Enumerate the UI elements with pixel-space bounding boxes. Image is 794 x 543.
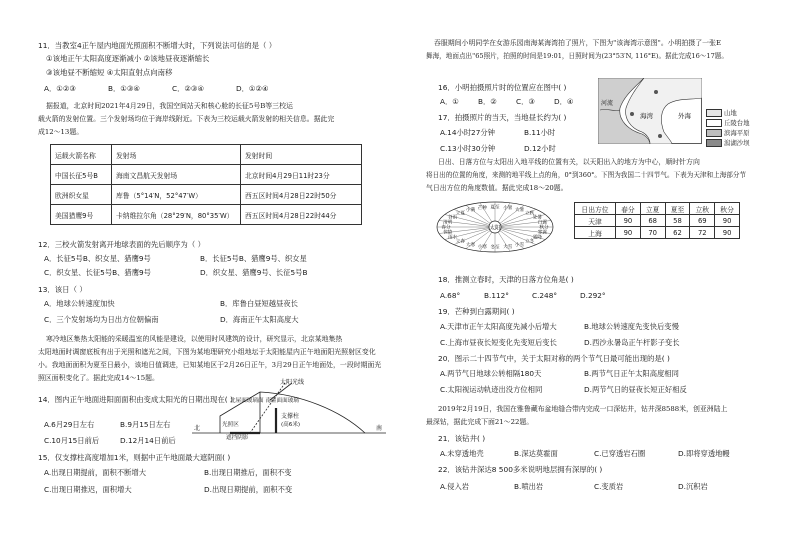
q11-option-d[interactable]: D．①②④ — [236, 84, 269, 93]
passage-rocket-line3: 成12～13题。 — [38, 128, 84, 136]
q13-stem: 13．该日（ ） — [38, 285, 87, 294]
q21-option-d[interactable]: D.即将穿透地幔 — [678, 449, 730, 458]
legend-swatch — [706, 139, 722, 147]
table-cell: 70 — [640, 227, 665, 239]
solar-term-label: 芒种 — [477, 206, 487, 212]
table-cell: 北京时间4月29日11时23分 — [241, 165, 362, 185]
q13-options-row2 — [44, 315, 299, 325]
q21-option-a[interactable]: A.未穿透地壳 — [440, 449, 484, 458]
table-header: 日出方位 — [575, 203, 616, 215]
q17-stem: 17．拍摄照片的当天，当地昼长约为( ) — [438, 113, 567, 122]
q15-options-row2 — [44, 485, 292, 495]
q19-option-c[interactable]: C.上海市昼夜长短变化先变短后变长 — [440, 338, 557, 347]
table-cell: 西五区时间4月28日22时50分 — [241, 185, 362, 205]
q12-option-c[interactable]: C．织女星、长征5号B、猎鹰9号 — [44, 268, 151, 277]
solar-term-label: 小满 — [465, 208, 476, 214]
solar-term-label: 大暑 — [514, 208, 525, 214]
table-cell: 90 — [715, 227, 740, 239]
solar-term-label: 立冬 — [525, 239, 535, 245]
q16-stem: 16．小明拍摄照片时的位置应在图中( ) — [438, 83, 567, 92]
point-3-marker — [658, 134, 662, 138]
solar-term-label: 立秋 — [525, 211, 535, 217]
q13-options-row1 — [44, 299, 298, 309]
legend-item: 山地 — [706, 108, 750, 118]
q11-statement-2: ③该地昼不断缩短 ④太阳直射点向南移 — [46, 68, 173, 77]
q22-option-b[interactable]: B.喷出岩 — [514, 482, 544, 491]
map-legend — [706, 108, 750, 148]
solar-term-label: 小暑 — [503, 206, 513, 212]
q21-options — [440, 449, 730, 459]
solar-term-label: 夏至 — [490, 205, 500, 211]
q17-option-a[interactable]: A.14小时27分钟 — [440, 128, 495, 137]
q21-stem: 21．该钻井( ) — [438, 434, 486, 443]
q20-option-b[interactable]: B.两节气日正午太阳高度相同 — [584, 369, 679, 378]
lit-area-label: 光照区 — [222, 422, 239, 428]
q15-option-a[interactable]: A.出现日期提前，面积不断增大 — [44, 468, 147, 477]
q22-option-a[interactable]: A.侵入岩 — [440, 482, 470, 491]
q12-options-row2 — [44, 268, 307, 278]
q11-options — [44, 84, 300, 94]
table-row — [51, 205, 362, 225]
pillar-height-label: (高6米) — [281, 422, 301, 428]
table-cell: 72 — [690, 227, 715, 239]
q11-stem: 11．当教室4正午屋内地面光照面积不断增大时，下列说法可信的是（ ） — [38, 41, 277, 50]
legend-item: 滨海平原 — [706, 128, 750, 138]
north-label: 北 — [194, 425, 201, 432]
table-cell: 69 — [690, 215, 715, 227]
table-row — [575, 215, 740, 227]
q12-options-row1 — [44, 254, 307, 264]
passage-rocket-line2: 载火箭的发射位置。三个发射场均位于海岸线附近。下表为三校运载火箭发射的相关信息。据此完 — [38, 115, 335, 123]
bay-map — [598, 78, 702, 144]
solar-term-label: 秋分 — [539, 225, 549, 231]
solar-term-label: 立春 — [455, 239, 465, 245]
river-label: 河流 — [601, 100, 614, 107]
q19-stem: 19．芒种到白露期间( ) — [438, 307, 515, 316]
solar-term-label: 雨水 — [447, 235, 458, 241]
legend-swatch — [706, 129, 722, 137]
solar-term-label: 霜降 — [532, 235, 543, 241]
table-row — [51, 165, 362, 185]
table-header: 发射场 — [112, 145, 241, 165]
q14-stem: 14．图内正午地面进阳面面积由变成太阳光的日期出现在( ) — [38, 395, 233, 404]
passage-solar-line2: 将日出的位置的角度，来测的地平线上点的角，0°到360°。下图为我国二十四节气。下表为天津和上海部分节 — [426, 171, 747, 179]
point-1-marker — [630, 112, 634, 116]
q15-option-c[interactable]: C.出现日期推迟，面积增大 — [44, 485, 132, 494]
q18-option-c[interactable]: C.248° — [532, 291, 557, 300]
table-cell: 西五区时间4月28日22时44分 — [241, 205, 362, 225]
table-cell: 68 — [640, 215, 665, 227]
q13-option-b[interactable]: B．库鲁白昼短越昼夜长 — [220, 299, 298, 308]
point-2-marker — [654, 90, 658, 94]
table-cell: 上海 — [575, 227, 616, 239]
passage-solar-line3: 气日出方位的角度数值。据此完成18～20题。 — [426, 184, 568, 192]
solar-term-label: 惊蛰 — [443, 230, 453, 236]
rocket-table — [50, 144, 362, 225]
solar-term-label: 大寒 — [465, 242, 476, 248]
shadow-label: 遮挡阴影 — [226, 435, 249, 440]
table-cell: 海南文昌航天发射场 — [112, 165, 241, 185]
table-cell: 库鲁（5°14′N，52°47′W） — [112, 185, 241, 205]
q14-option-a[interactable]: A.6月29日左右 — [44, 420, 95, 429]
q18-stem: 18．推测立春时，天津的日落方位角是( ) — [438, 275, 574, 284]
table-header-row — [575, 203, 740, 215]
table-header: 秋分 — [715, 203, 740, 215]
south-label: 南 — [376, 425, 383, 432]
legend-swatch — [706, 109, 722, 117]
passage-rocket-line1: 据报道，北京时间2021年4月29日，我国空间站天和核心舱的长征5号B等三校运 — [46, 102, 293, 110]
q19-option-a[interactable]: A.天津市正午太阳高度先减小后增大 — [440, 322, 557, 331]
q11-option-a[interactable]: A．①②③ — [44, 84, 76, 93]
q14-option-d[interactable]: D.12月14日前后 — [120, 436, 176, 445]
q21-option-c[interactable]: C.已穿透岩石圈 — [594, 449, 646, 458]
q22-option-d[interactable]: D.沉积岩 — [678, 482, 708, 491]
sun-ray-label: 太阳光线 — [280, 379, 305, 386]
table-header: 夏至 — [665, 203, 690, 215]
q19-option-d[interactable]: D.西沙永暑岛正午杆影子变长 — [584, 338, 680, 347]
table-row — [51, 185, 362, 205]
q16-options — [440, 97, 592, 107]
table-cell: 欧洲织女星 — [51, 185, 112, 205]
q18-option-b[interactable]: B.112° — [484, 291, 509, 300]
q16-option-c[interactable]: C．③ — [516, 97, 535, 106]
q13-option-d[interactable]: D．海南正午太阳高度大 — [220, 315, 299, 324]
q20-option-a[interactable]: A.两节气日地球公转相隔180天 — [440, 369, 542, 378]
q18-options — [440, 291, 606, 301]
q15-options-row1 — [44, 468, 292, 478]
legend-item: 潟湖沙坝 — [706, 138, 750, 148]
solar-term-label: 白露 — [537, 220, 547, 226]
passage-greenhouse-line4: 照区面积变化了。据此完成14～15题。 — [38, 374, 159, 382]
solar-term-label: 处暑 — [532, 215, 543, 221]
solar-term-label: 小寒 — [477, 244, 487, 250]
q12-option-d[interactable]: D．织女星、猎鹰9号、长征5号B — [200, 268, 308, 277]
q20-option-c[interactable]: C.太阳视运动轨迹出没方位相同 — [440, 385, 543, 394]
q14-options-row1 — [44, 420, 170, 430]
solar-terms-diagram — [430, 196, 560, 258]
q12-option-b[interactable]: B．长征5号B、猎鹰9号、织女星 — [200, 254, 307, 263]
q11-option-c[interactable]: C．②③④ — [172, 84, 205, 93]
sun-center-label: 太阳 — [489, 225, 501, 232]
q17-option-c[interactable]: C.13小时30分钟 — [440, 144, 496, 153]
q15-stem: 15．仅支撑柱高度增加1米，则据中正午地面最大遮阴面( ) — [38, 453, 231, 462]
solar-term-label: 清明 — [443, 220, 453, 226]
table-cell: 90 — [616, 227, 641, 239]
q15-option-b[interactable]: B.出现日期推后，面积不变 — [204, 468, 292, 477]
passage-drill-line1: 2019年2月19日，我国在雅鲁藏布盆地缝合带内完成一口深钻井，钻井深8588米，创亚洲陆上 — [438, 405, 728, 413]
solar-term-label: 春分 — [441, 225, 451, 231]
glass-label: 北屋面玻璃面 南屋面面玻璃 — [230, 398, 299, 404]
table-cell: 天津 — [575, 215, 616, 227]
legend-swatch — [706, 119, 722, 127]
q22-option-c[interactable]: C.变质岩 — [594, 482, 624, 491]
q19-options-row1 — [440, 322, 679, 332]
q11-statement-1: ①该地正午太阳高度逐渐减小 ②该地昼夜逐渐缩长 — [46, 54, 210, 63]
table-cell: 90 — [715, 215, 740, 227]
table-cell: 62 — [665, 227, 690, 239]
table-cell: 58 — [665, 215, 690, 227]
q14-options-row2 — [44, 436, 176, 446]
table-header: 运载火箭名称 — [51, 145, 112, 165]
table-cell: 中国长征5号B — [51, 165, 112, 185]
q22-stem: 22．该钻井深达8 500多米说明地层拥有深厚的( ) — [438, 465, 603, 474]
passage-bay-line2: 舞海，地面点出"65照片，拍照的时间是19:01，日照时间为(23°53′N, 116°E)。据此完成16～17题。 — [426, 52, 728, 60]
table-cell: 卡纳维拉尔角（28°29′N，80°35′W） — [112, 205, 241, 225]
table-header-row — [51, 145, 362, 165]
table-cell: 美国猎鹰9号 — [51, 205, 112, 225]
q20-stem: 20．图示二十四节气中，关于太阳对称的两个节气日最可能出现的是( ) — [438, 354, 670, 363]
solar-term-label: 谷雨 — [447, 215, 458, 221]
bay-label: 海湾 — [640, 112, 653, 120]
table-cell: 90 — [616, 215, 641, 227]
passage-greenhouse-line3: 小。我地面面积为夏至日最小，该地日值调进，已知某地区于2月26日正午，3月29日正午地面处，一段时期面光 — [38, 361, 382, 369]
sea-label: 外海 — [678, 112, 691, 120]
q22-options — [440, 482, 708, 492]
q13-option-a[interactable]: A．地球公转速度加快 — [44, 299, 115, 308]
q20-options-row2 — [440, 385, 687, 395]
q14-option-b[interactable]: B.9月15日左右 — [120, 420, 171, 429]
passage-greenhouse-line1: 寒冷地区集热太阳能的采暖温室的风能是建设，以使用时风建筑的设计，研究显示，北京某地集热 — [46, 335, 343, 343]
solar-term-label: 大雪 — [503, 244, 513, 250]
table-header: 立夏 — [640, 203, 665, 215]
q12-option-a[interactable]: A．长征5号B、织女星、猎鹰9号 — [44, 254, 151, 263]
q17-options-row2 — [440, 144, 556, 154]
q11-option-b[interactable]: B．①③④ — [108, 84, 140, 93]
q13-option-c[interactable]: C．三个发射场均为日出方位朝偏南 — [44, 315, 159, 324]
table-row — [575, 227, 740, 239]
table-header: 立秋 — [690, 203, 715, 215]
solar-term-label: 冬至 — [490, 245, 500, 251]
q20-options-row1 — [440, 369, 679, 379]
q19-option-b[interactable]: B.地球公转速度先变快后变慢 — [584, 322, 679, 331]
q20-option-d[interactable]: D.两节气日的昼夜长短正好相反 — [584, 385, 687, 394]
table-header: 发射时间 — [241, 145, 362, 165]
pillar-label: 支撑柱 — [281, 413, 300, 420]
legend-item: 丘陵台地 — [706, 118, 750, 128]
passage-solar-line1: 日出、日落方位与太阳出入地平线的位置有关，以天阳出入的地方为中心，顺时针方向 — [438, 158, 700, 166]
solar-term-label: 小雪 — [514, 242, 525, 248]
table-header: 春分 — [616, 203, 641, 215]
q16-option-d[interactable]: D．④ — [554, 97, 574, 106]
q18-option-a[interactable]: A.68° — [440, 291, 461, 300]
q17-option-d[interactable]: D.12小时 — [524, 144, 556, 153]
q21-option-b[interactable]: B.深达莫霍面 — [514, 449, 558, 458]
greenhouse-diagram — [190, 378, 390, 440]
q19-options-row2 — [440, 338, 680, 348]
passage-greenhouse-line2: 太阳地面时调窗底板有出于光照和遮光之间，下图为某地理研究小组地坛于太阳能屋内正午地面阳光照射区变化 — [38, 348, 376, 356]
solar-term-label: 寒露 — [537, 230, 547, 236]
q14-option-c[interactable]: C.10月15日前后 — [44, 436, 100, 445]
q17-options-row1 — [440, 128, 555, 138]
q18-option-d[interactable]: D.292° — [580, 291, 606, 300]
solar-term-label: 立夏 — [455, 211, 465, 217]
q16-option-b[interactable]: B．② — [478, 97, 497, 106]
sunrise-azimuth-table — [574, 202, 740, 239]
q15-option-d[interactable]: D.出现日期提前，面积不变 — [204, 485, 293, 494]
passage-drill-line2: 最深钻，据此完成下面21～22题。 — [426, 418, 534, 426]
passage-bay-line1: 吞服期间小明同学在女游乐园南海某海湾拍了照片，下图为"该海湾示意图"。小明拍摄了一张E — [434, 39, 721, 47]
q12-stem: 12．三校火箭发射离开地球表面的先后顺序为（ ） — [38, 240, 205, 249]
q16-option-a[interactable]: A．① — [440, 97, 459, 106]
q17-option-b[interactable]: B.11小时 — [524, 128, 556, 137]
